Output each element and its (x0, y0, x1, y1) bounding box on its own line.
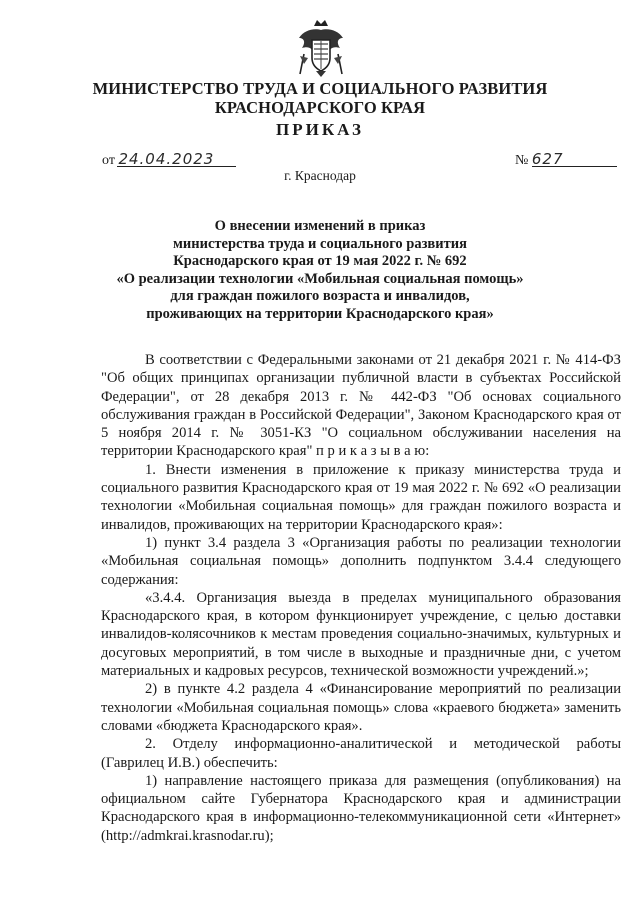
paragraph-subitem-1: 1) пункт 3.4 раздела 3 «Организация работы по реализации технологии «Мобильная социальная помощь» дополнить подпунктом 3.4.4 следующего содержания: (101, 534, 621, 588)
subject-line-5: для граждан пожилого возраста и инвалидов, (170, 288, 470, 304)
date-underline (117, 166, 236, 167)
paragraph-preamble: В соответствии с Федеральными законами от 21 декабря 2021 г. № 414-ФЗ "Об общих принципах организации публичной власти в субъектах Российской Федерации", от 28 декабря 2013 г. № 442-ФЗ "Об основах социального обслуживания граждан в Российской Федерации", Законом Краснодарского края от 5 ноября 2014 г. № 3051-КЗ "О социальном обслуживании населения на территории Краснодарского края" п р и к а з ы в а ю: (101, 352, 621, 460)
paragraph-subitem-2-1: 1) направление настоящего приказа для размещения (опубликования) на официальном сайте Губернатора Краснодарского края и администрации Краснодарского края в информационно-телекоммуникационной сети «Интернет» (http://admkrai.krasnodar.ru); (101, 772, 621, 844)
paragraph-item-2: 2. Отделу информационно-аналитической и методической работы (Гаврилец И.В.) обеспечить: (101, 736, 621, 771)
ministry-name (60, 79, 580, 117)
subject-line-4: «О реализации технологии «Мобильная социальная помощь» (116, 270, 524, 287)
order-title: ПРИКАЗ (276, 120, 364, 139)
subject-line-3: Краснодарского края от 19 мая 2022 г. № 692 (173, 253, 467, 269)
number-underline (532, 166, 617, 167)
ministry-line-2: КРАСНОДАРСКОГО КРАЯ (214, 98, 426, 117)
subject-line-6: проживающих на территории Краснодарского края» (146, 305, 494, 322)
ministry-line-1: МИНИСТЕРСТВО ТРУДА И СОЦИАЛЬНОГО РАЗВИТИЯ (92, 79, 548, 98)
number-value: 627 (531, 150, 564, 168)
order-subject (110, 218, 530, 323)
subject-line-2: министерства труда и социального развития (173, 235, 467, 252)
paragraph-item-1: 1. Внести изменения в приложение к приказу министерства труда и социального развития Краснодарского края от 19 мая 2022 г. № 692 «О реализации технологии «Мобильная социальная помощь» для граждан пожилого возраста и инвалидов, проживающих на территории Краснодарского края»: (101, 461, 621, 533)
city: г. Краснодар (284, 168, 356, 183)
order-body (101, 351, 621, 845)
paragraph-quote-3-4-4: «3.4.4. Организация выезда в пределах муниципального образования Краснодарского края, в котором функционирует учреждение, с целью доставки инвалидов-колясочников к местам проведения социально-значимых, культурных и досуговых мероприятий, в том числе в выходные и праздничные дни, с учетом материальных и кадровых ресурсов, технической возможности учреждений.»; (101, 589, 621, 680)
krasnodar-coat-of-arms-icon (296, 18, 346, 78)
subject-line-1: О внесении изменений в приказ (214, 218, 426, 234)
paragraph-subitem-2: 2) в пункте 4.2 раздела 4 «Финансирование мероприятий по реализации технологии «Мобильная социальная помощь» слова «краевого бюджета» заменить словами «бюджета Краснодарского края». (101, 681, 621, 734)
date-value: 24.04.2023 (118, 150, 215, 168)
number-prefix: № (515, 153, 529, 168)
date-prefix: от (102, 153, 115, 168)
